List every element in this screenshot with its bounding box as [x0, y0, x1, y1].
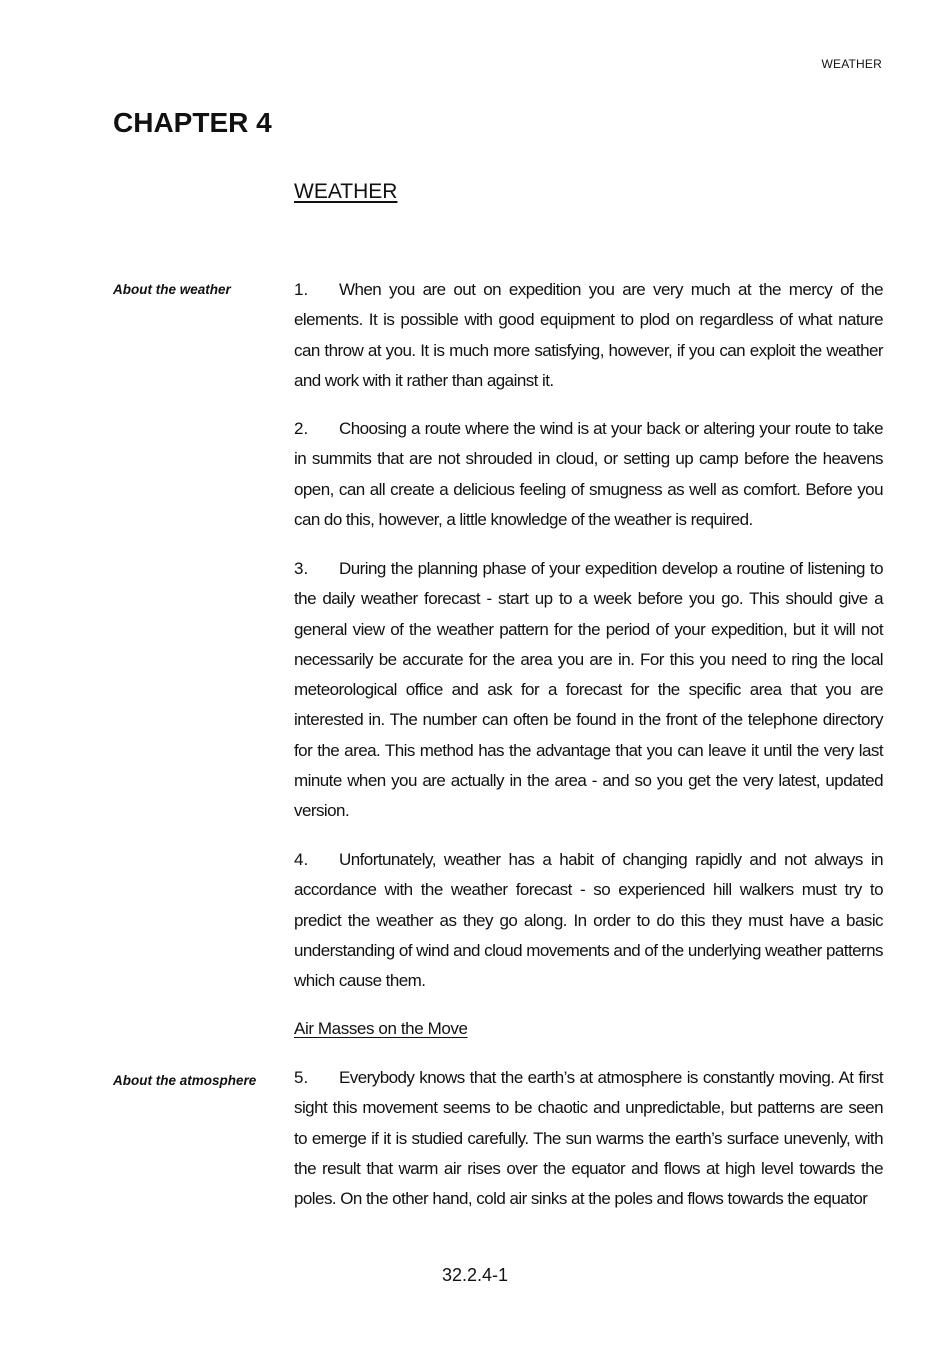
paragraph-number: 2. [294, 419, 309, 438]
page-number: 32.2.4-1 [441, 1265, 509, 1285]
paragraph-5 [294, 1063, 883, 1214]
paragraph-number: 5. [294, 1068, 309, 1087]
paragraph-2 [294, 414, 883, 535]
paragraph-number: 4. [294, 850, 309, 869]
paragraph-number: 3. [294, 559, 309, 578]
paragraph-text: Choosing a route where the wind is at your back or altering your route to take in summits that are not shrouded in cloud, or setting up camp before the heavens open, can all create a delicious feeling of smugness as well as comfort. Before you can do this, however, a little knowledge of the weather is required. [294, 419, 883, 529]
side-label-atmosphere: About the atmosphere [113, 1073, 257, 1088]
paragraph-number: 1. [294, 280, 309, 299]
paragraph-text: Unfortunately, weather has a habit of changing rapidly and not always in accordance with the weather forecast - so experienced hill walkers must try to predict the weather as they go along. In order to do this they must have a basic understanding of wind and cloud movements and of the underlying weather patterns which cause them. [294, 850, 883, 991]
section-title: WEATHER [294, 180, 398, 203]
paragraph-4 [294, 845, 883, 996]
running-header: WEATHER [821, 57, 882, 71]
side-label-weather: About the weather [113, 282, 231, 297]
body-column [294, 0, 883, 1345]
subheading: Air Masses on the Move [294, 1019, 468, 1038]
paragraph-3 [294, 554, 883, 827]
paragraph-text: During the planning phase of your expedition develop a routine of listening to the daily weather forecast - start up to a week before you go. This should give a general view of the weather pattern for the period of your expedition, but it will not necessarily be accurate for the area you are in. For this you need to ring the local meteorological office and ask for a forecast for the specific area that you are interested in. The number can often be found in the front of the telephone directory for the area. This method has the advantage that you can leave it until the very last minute when you are actually in the area - and so you get the very latest, updated version. [294, 559, 883, 821]
paragraph-1 [294, 275, 883, 396]
paragraph-text: Everybody knows that the earth’s at atmosphere is constantly moving. At first sight this movement seems to be chaotic and unpredictable, but patterns are seen to emerge if it is studied carefully. The sun warms the earth’s surface unevenly, with the result that warm air rises over the equator and flows at high level towards the poles. On the other hand, cold air sinks at the poles and flows towards the equator [294, 1068, 883, 1209]
chapter-title: CHAPTER 4 [113, 107, 272, 138]
paragraph-text: When you are out on expedition you are very much at the mercy of the elements. It is possible with good equipment to plod on regardless of what nature can throw at you. It is much more satisfying, however, if you can exploit the weather and work with it rather than against it. [294, 280, 883, 390]
